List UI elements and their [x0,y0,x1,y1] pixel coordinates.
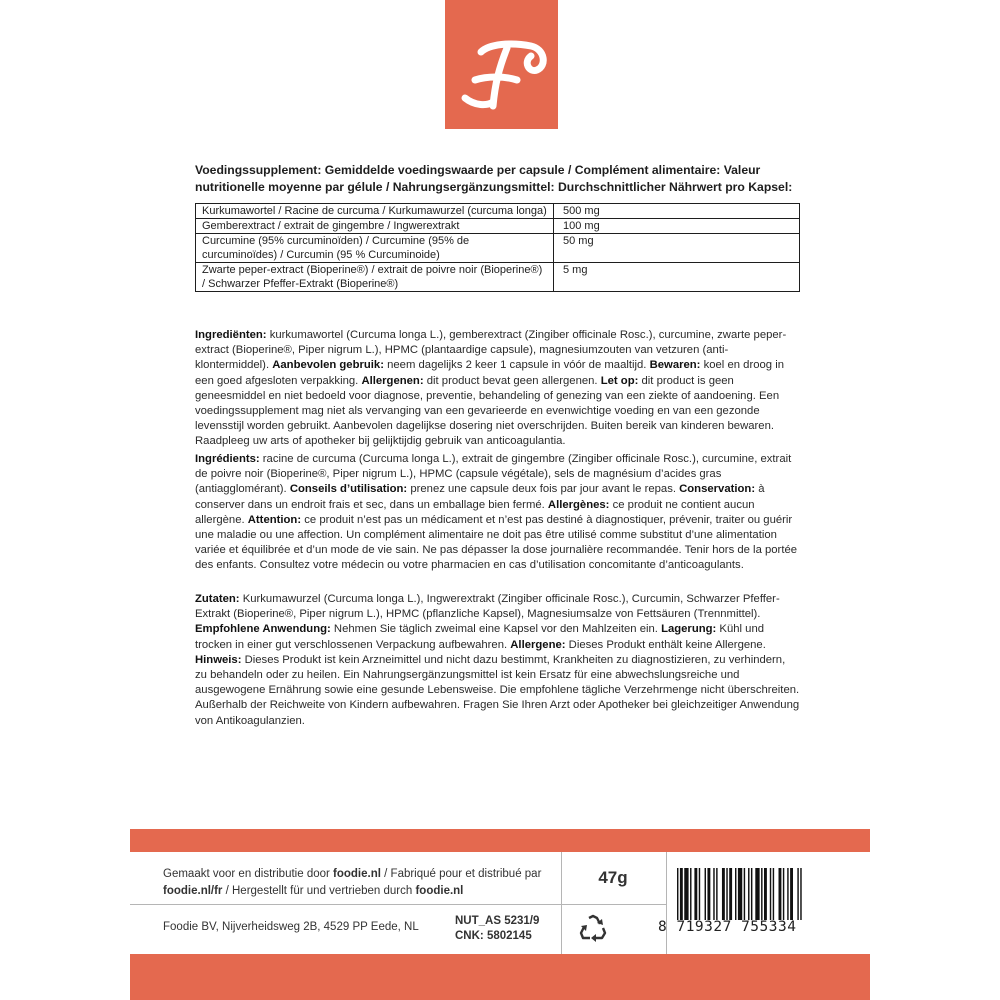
nutrient-value: 50 mg [554,234,800,263]
body-text: dit product bevat geen allergenen. [423,374,601,387]
barcode-bar [684,868,688,920]
body-text: ce produit n’est pas un médicament et n’est pas destiné à diagnostiquer, prévenir, traiter ou guérir une maladie ou une affection. Un complément alimentaire ne doit pas être utilisé comme substitut d’une alimentation variée et équilibrée et d’un mode de vie sain. Ne pas dépasser la dose journalière recommandée. Tenir hors de la portée des enfants. Consultez votre médecin ou votre pharmacien en cas d’utilisation concomitante d’anticoagulants. [195,513,798,572]
made-by-text [163,866,563,900]
barcode-bar [680,868,683,920]
ean-number: 8 719327 755334 [658,919,797,935]
barcode-bar [713,868,714,920]
foodie-link[interactable]: foodie.nl [415,885,464,897]
barcode-bar [787,868,788,920]
barcode-bar [690,868,691,920]
nutrient-value: 100 mg [554,219,800,234]
label-bold: Aanbevolen gebruik: [272,359,384,372]
nutrition-row [196,263,800,292]
nutrient-value: 5 mg [554,263,800,292]
logo-block [445,0,558,129]
barcode-bar [729,868,732,920]
barcode-bar [735,868,736,920]
barcode-bar [699,868,700,920]
barcode-bar [797,868,798,920]
barcode-bar [770,868,771,920]
barcode-bar [677,868,678,920]
body-text: koel en droog in een goed afgesloten verpakking. [195,359,784,387]
label-bold: Hinweis: [195,653,242,666]
barcode-bar [748,868,749,920]
body-text: Dieses Produkt ist kein Arzneimittel und nicht dazu bestimmt, Krankheiten zu diagnostizieren, zu verhindern, zu behandeln oder zu heilen. Ein Nahrungsergänzungsmittel ist kein Ersatz für eine abwechslungsreiche und ausgewogene Ernährung sowie eine gesunde Lebensweise. Die empfohlene tägliche Verzehrmenge nicht überschreiten. Außerhalb der Reichweite von Kindern aufbewahren. Fragen Sie Ihren Arzt oder Apotheker bei gleichzeitiger Anwendung von Antikoagulanzien. [195,653,800,727]
foodie-link[interactable]: foodie.nl [333,868,381,880]
barcode-bar [779,868,782,920]
barcode-bar [694,868,697,920]
footer-info [130,852,870,954]
barcode-bar [705,868,706,920]
footer-band-top [130,829,870,852]
barcode [675,868,865,924]
body-text: Kurkumawurzel (Curcuma longa L.), Ingwerextrakt (Zingiber officinale Rosc.), Curcumin, Schwarzer Pfeffer-Extrakt (Bioperine®, Piper nigrum L.), HPMC (pflanzliche Kapsel), Magnesiumsalze von Fettsäuren (Trennmittel). [195,593,780,621]
cnk-code: CNK: 5802145 [455,930,532,942]
nutrient-name: Gemberextract / extrait de gingembre / Ingwerextrakt [196,219,554,234]
label-bold: Zutaten: [195,593,240,605]
divider [666,852,667,954]
label-bold: Conservation: [679,483,756,496]
label-bold: Allergene: [510,638,566,651]
label-bold: Allergenen: [361,374,424,387]
french-text-block [195,452,800,574]
barcode-bar [783,868,784,920]
body-text: dit product is geen geneesmiddel en niet bedoeld voor diagnose, preventie, behandeling of genezing van een ziekte of aandoening. Een voedingssupplement mag niet als vervanging van een gevarieerde en evenwichtige voeding en van een gezonde levensstijl worden gebruikt. Aanbevolen dagelijkse dosering niet overschrijden. Buiten bereik van kinderen bewaren. Raadpleeg uw arts of apotheker bij gelijktijdig gebruik van anticoagulantia. [195,374,780,448]
body-text: Dieses Produkt enthält keine Allergene. [565,638,766,651]
label-bold: Lagerung: [661,623,717,636]
nutrient-name: Zwarte peper-extract (Bioperine®) / extrait de poivre noir (Bioperine®) / Schwarzer Pfeffer-Extrakt (Bioperine®) [196,263,554,292]
nutrition-table [195,203,800,292]
german-text-block [195,592,800,729]
barcode-bar [800,868,801,920]
label-bold: Attention: [247,513,302,526]
dutch-text-block [195,328,800,450]
label-bold: Empfohlene Anwendung: [195,623,331,636]
barcode-bar [722,868,725,920]
label-bold: Let op: [600,374,639,387]
foodie-f-logo-icon [453,22,553,112]
nutrition-heading: Voedingssupplement: Gemiddelde voedingswaarde per capsule / Complément alimentaire: Valeur nutritionelle moyenne par gélule / Nahrungsergänzungsmittel: Durchschnittlicher Nährwert pro Kapsel: [195,163,793,194]
nutrition-row [196,234,800,263]
footer-band-bottom [130,954,870,1000]
body-text: neem dagelijks 2 keer 1 capsule in vóór de maaltijd. [383,359,650,372]
label-bold: Ingrediënten: [195,329,267,341]
net-weight: 47g [598,868,628,887]
barcode-bar [726,868,727,920]
made-text: / Hergestellt für und vertrieben durch [222,885,416,897]
nutrient-value: 500 mg [554,204,800,219]
barcode-bar [755,868,759,920]
body-text: racine de curcuma (Curcuma longa L.), extrait de gingembre (Zingiber officinale Rosc.), curcumine, extrait de poivre noir (Bioperine®, Piper nigrum L.), HPMC (capsule végétale), sels de magnésium d’acides gras (antiagglomérant). [195,453,792,496]
barcode-bar [761,868,762,920]
nutrition-row [196,204,800,219]
made-text: / Fabriqué pour et distribué par [380,868,542,880]
barcode-bar [744,868,745,920]
barcode-bar [751,868,752,920]
label-bold: Bewaren: [649,359,701,372]
barcode-bar [738,868,742,920]
product-codes [455,914,565,944]
foodie-fr-link[interactable]: foodie.nl/fr [163,885,223,897]
body-text: à conserver dans un endroit frais et sec, dans un emballage bien fermé. [195,483,765,511]
body-text: Kühl und trocken in einer gut verschlossenen Verpackung aufbewahren. [195,623,765,651]
body-text: prenez une capsule deux fois par jour avant le repas. [407,483,680,496]
nutrient-name: Kurkumawortel / Racine de curcuma / Kurkumawurzel (curcuma longa) [196,204,554,219]
label-bold: Conseils d’utilisation: [289,483,408,496]
label-bold: Ingrédients: [195,453,260,465]
divider [130,904,666,905]
barcode-bar [707,868,710,920]
body-text: ce produit ne contient aucun allergène. [195,498,755,526]
barcode-bar [764,868,767,920]
nut-code: NUT_AS 5231/9 [455,915,540,927]
nutrition-row [196,219,800,234]
barcode-bar [716,868,717,920]
barcode-bar [773,868,774,920]
company-address: Foodie BV, Nijverheidsweg 2B, 4529 PP Eede, NL [163,921,419,933]
body-text: Nehmen Sie täglich zweimal eine Kapsel vor den Mahlzeiten ein. [330,623,662,636]
nutrient-name: Curcumine (95% curcuminoïden) / Curcumine (95% de curcuminoïdes) / Curcumin (95 % Curcuminoide) [196,234,554,263]
recycle-icon [578,914,608,942]
label-bold: Allergènes: [547,498,610,511]
made-text: Gemaakt voor en distributie door [163,868,334,880]
barcode-bar [790,868,793,920]
body-text: kurkumawortel (Curcuma longa L.), gemberextract (Zingiber officinale Rosc.), curcumine, zwarte peper-extract (Bioperine®, Piper nigrum L.), HPMC (plantaardige capsule), magnesiumzouten van vetzuren (anti-klontermiddel). [195,329,787,372]
